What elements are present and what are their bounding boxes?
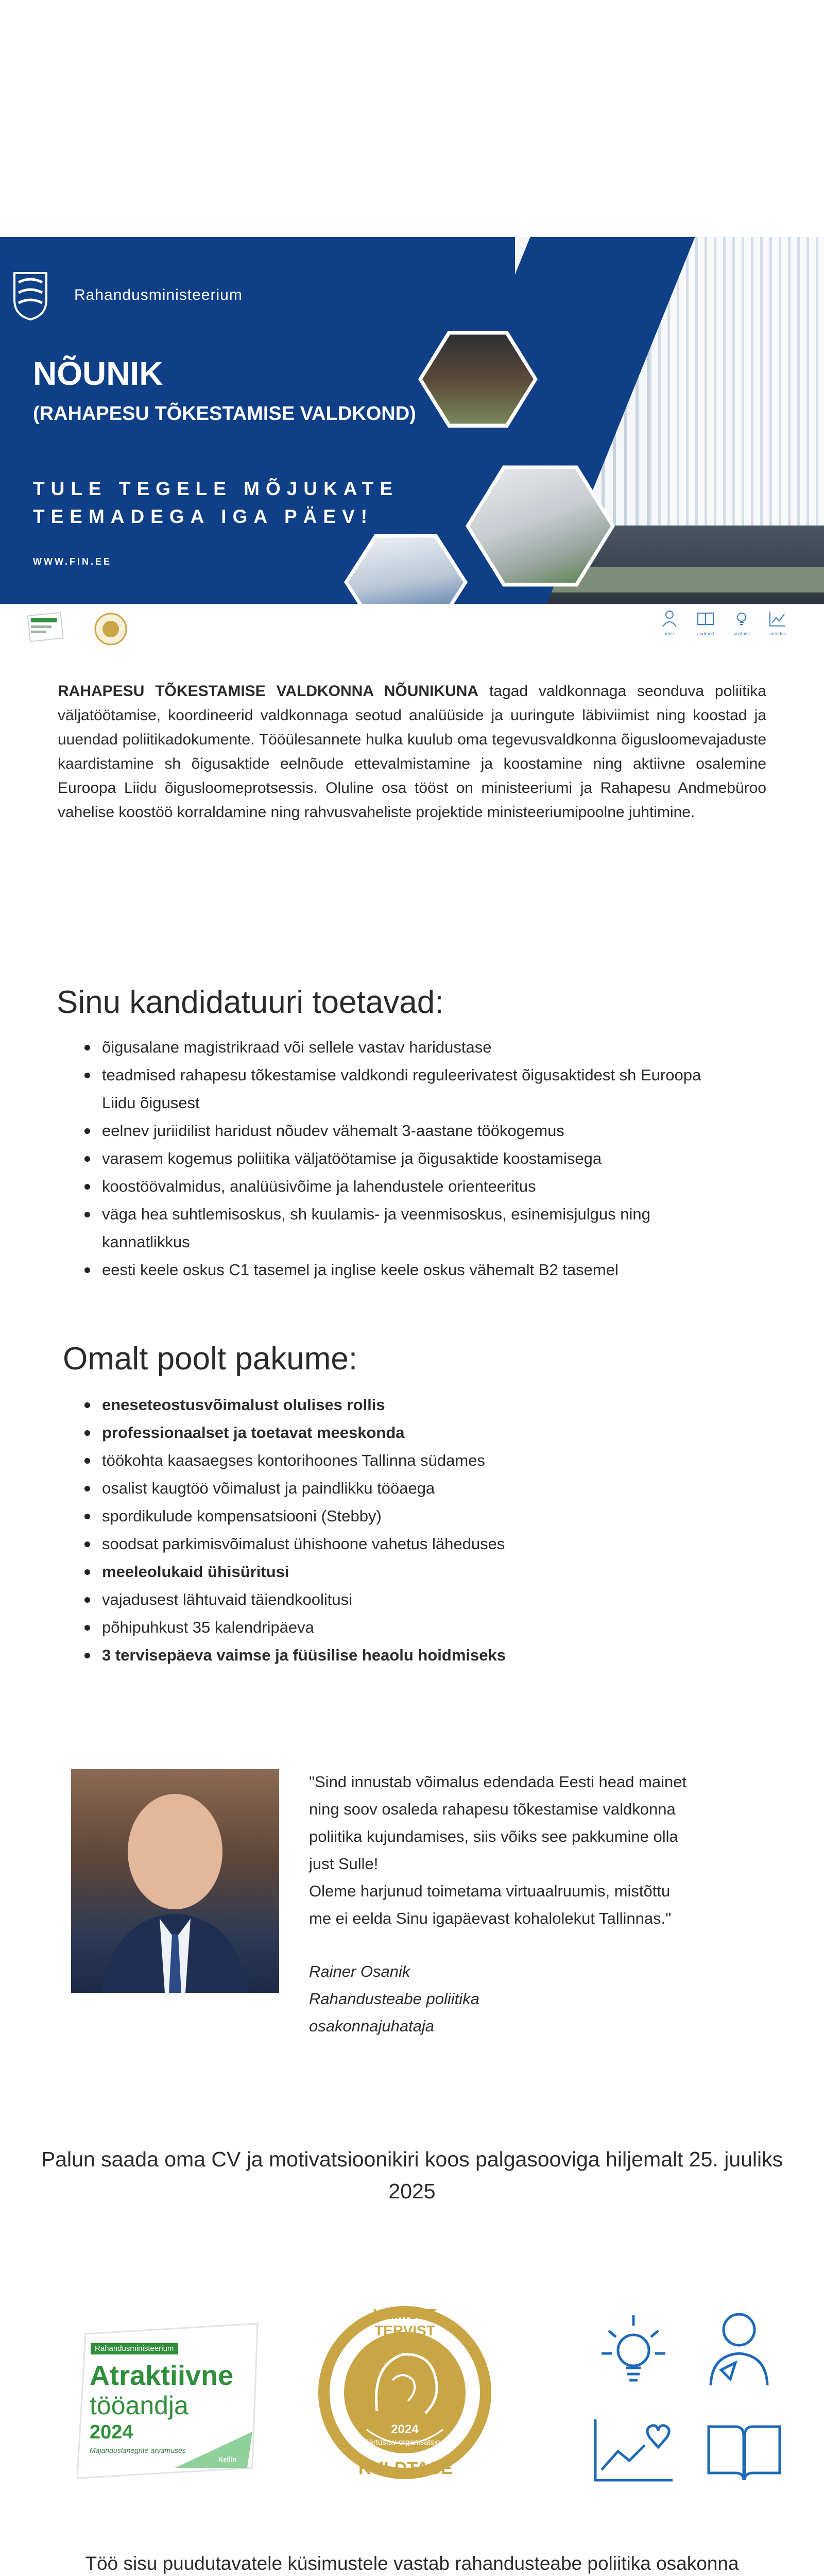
- attractive-employer-badge: Rahandusministeerium Atraktiivne tööandja 2024 Majanduslanegrite arvamuses Kellin: [72, 2313, 268, 2488]
- list-item: meeleolukaid ühisüritusi: [77, 1558, 711, 1586]
- list-item: 3 tervisepäeva vaimse ja füüsilise heaolu hoidmiseks: [77, 1641, 711, 1669]
- manager-role: Rahandusteabe poliitika: [309, 1990, 479, 2008]
- list-item: eneseteostusvõimalust olulises rollis: [77, 1391, 711, 1419]
- intro-paragraph: [58, 679, 766, 824]
- hero-tagline-line1: TULE TEGELE MÕJUKATE: [33, 478, 399, 499]
- list-item: osalist kaugtöö võimalust ja paindlikku tööaega: [77, 1475, 711, 1502]
- hero-tagline: [33, 475, 445, 531]
- manager-role-2: osakonnajuhataja: [309, 2017, 435, 2035]
- chart-icon: arendus: [768, 610, 787, 636]
- manager-name: Rainer Osanik: [309, 1962, 410, 1980]
- list-item: koostöövalmidus, analüüsivõime ja lahendustele orienteeritus: [77, 1173, 711, 1200]
- hero-tagline-line2: TEEMADEGA IGA PÄEV!: [33, 506, 374, 527]
- list-item: soodsat parkimisvõimalust ühishoone vahetus läheduses: [77, 1530, 711, 1558]
- list-item: põhipuhkust 35 kalendripäeva: [77, 1614, 711, 1641]
- person-support-icon: [700, 2310, 778, 2387]
- employer-badge-small-icon: [27, 611, 67, 647]
- requirements-heading: Sinu kandidatuuri toetavad:: [57, 985, 444, 1020]
- list-item: eelnev juriidilist haridust nõudev vähemalt 3-aastane töökogemus: [77, 1117, 711, 1145]
- open-book-icon: [706, 2421, 783, 2483]
- quote-signature: [309, 1958, 566, 2040]
- intro-body: tagad valdkonnaga seonduva poliitika väljatöötamise, koordineerid valdkonnaga seotud analüüside ja uuringute läbiviimist ning koostad ja uuendad poliitikadokumente. Tööülesannete hulka kuulub oma tegevusvaldkonna õigusloomevajaduste kaardistamine sh õigusaktide eelnõude ettevalmistamine ja koostamine ning aktiivne osalemine Euroopa Liidu õigusloomeprotsessis. Oluline osa tööst on ministeeriumi ja Rahapesu Andmebüroo vahelise koostöö korraldamine ning rahvusvaheliste projektide ministeeriumipoolne juhtimine.: [58, 683, 766, 821]
- growth-heart-chart-icon: [592, 2416, 675, 2483]
- requirements-list: [77, 1033, 711, 1284]
- book-icon: andmed: [696, 610, 715, 636]
- manager-portrait: [71, 1769, 279, 1993]
- list-item: spordikulude kompensatsiooni (Stebby): [77, 1502, 711, 1530]
- list-item: töökohta kaasaegses kontorihoones Tallinna südames: [77, 1447, 711, 1475]
- hero-banner: [0, 237, 824, 604]
- hero-url[interactable]: WWW.FIN.EE: [33, 556, 112, 567]
- bulb-icon: analüüs: [732, 610, 751, 636]
- list-item: varasem kogemus poliitika väljatöötamise ja õigusaktide koostamisega: [77, 1145, 711, 1173]
- list-item: eesti keele oskus C1 tasemel ja inglise keele oskus vähemalt B2 tasemel: [77, 1256, 711, 1284]
- offer-heading: Omalt poolt pakume:: [63, 1341, 358, 1377]
- list-item: õigusalane magistrikraad või sellele vastav haridustase: [77, 1033, 711, 1061]
- job-title: NÕUNIK: [33, 355, 163, 392]
- tiny-icon-row: [660, 610, 787, 636]
- job-subtitle: (RAHAPESU TÕKESTAMISE VALDKOND): [33, 403, 416, 425]
- lightbulb-icon: [597, 2310, 670, 2387]
- list-item: professionaalset ja toetavat meeskonda: [77, 1419, 711, 1447]
- person-icon: idee: [660, 610, 679, 636]
- offer-list: [77, 1391, 711, 1669]
- list-item: väga hea suhtlemisoskus, sh kuulamis- ja veenmisoskus, esinemisjulgus ning kannatlikkus: [77, 1200, 711, 1256]
- contact-text: Töö sisu puudutavatele küsimustele vastab rahandusteabe poliitika osakonna: [85, 2553, 739, 2574]
- intro-lead: RAHAPESU TÕKESTAMISE VALDKONNA NÕUNIKUNA: [58, 683, 479, 700]
- mental-health-gold-badge: VAIMSET TERVIST 2024 väärtustav organisatsioon KULDTASE: [315, 2303, 494, 2482]
- list-item: vajadusest lähtuvaid täiendkoolitusi: [77, 1586, 711, 1614]
- ministry-name: Rahandusministeerium: [74, 286, 243, 303]
- application-deadline: Palun saada oma CV ja motivatsioonikiri koos palgasooviga hiljemalt 25. juuliks 2025: [41, 2147, 783, 2203]
- coat-of-arms-icon: [12, 271, 48, 321]
- health-badge-small-icon: [94, 612, 128, 646]
- list-item: teadmised rahapesu tõkestamise valdkondi reguleerivatest õigusaktidest sh Euroopa Liidu õigusest: [77, 1061, 711, 1117]
- manager-quote: "Sind innustab võimalus edendada Eesti head mainet ning soov osaleda rahapesu tõkestamise valdkonna poliitika kujundamises, siis võiks see pakkumine olla just Sulle! Oleme harjunud toimetama virtuaalruumis, mistõttu me ei eelda Sinu igapäevast kohalolekut Tallinnas.": [309, 1773, 687, 1927]
